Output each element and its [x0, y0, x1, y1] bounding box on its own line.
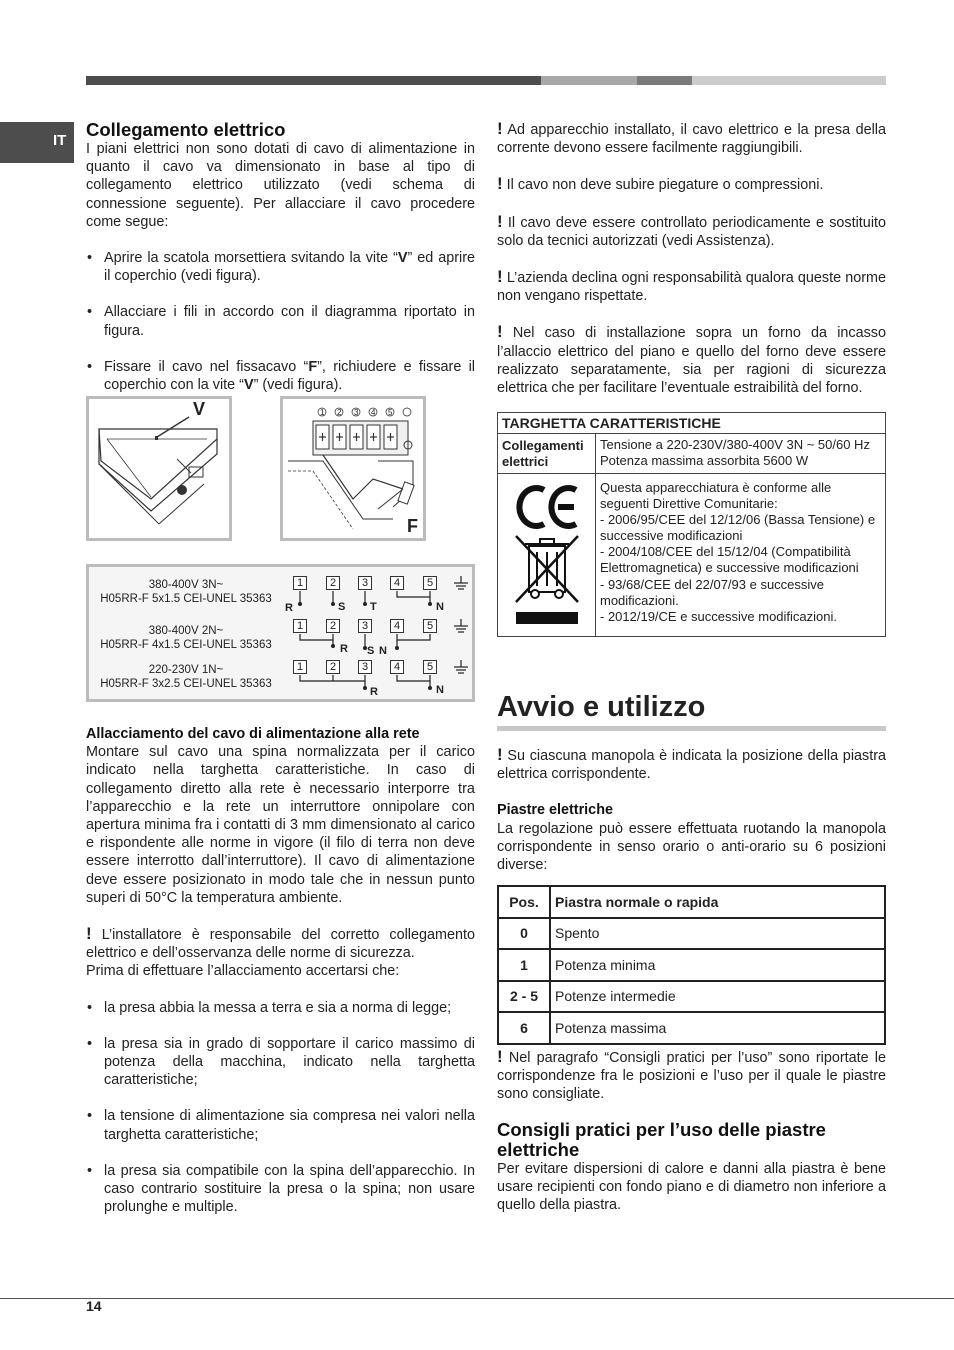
- conformity-line: - 93/68/CEE del 22/07/93 e successive modificazioni.: [600, 576, 825, 608]
- desc-cell: Potenza minima: [550, 949, 885, 981]
- pos-cell: 6: [498, 1012, 550, 1044]
- warning-mark: !: [497, 267, 503, 287]
- earth-symbol-1: [454, 576, 468, 589]
- wiring-lines: [89, 567, 472, 699]
- para-note: [497, 1048, 886, 1104]
- wire-letter: R: [370, 686, 378, 698]
- warning-paragraph: [497, 323, 886, 397]
- ce-mark-icon: [519, 488, 576, 526]
- svg-text:5: 5: [388, 408, 393, 417]
- rating-plate-title: TARGHETTA CARATTERISTICHE: [498, 413, 886, 434]
- warning-mark: !: [497, 119, 503, 138]
- right-column-bottom: [497, 1048, 886, 1214]
- right-column-lower: [497, 690, 886, 874]
- warning-text: Nel caso di installazione sopra un forno da incasso l’allaccio elettrico del piano e quello del forno deve essere realizzato separatamente, sia per ragioni di sicurezza elettrica che per facilitare l’eventuale estraibilità del forno.: [497, 325, 887, 397]
- header-bar-seg-1: [86, 76, 541, 85]
- terminal-box: 4: [390, 619, 404, 633]
- warning-text: Ad apparecchio installato, il cavo elettrico e la presa della corrente devono essere facilmente raggiungibili.: [497, 122, 886, 157]
- wire-letter: S: [338, 601, 346, 613]
- terminal-box: 2: [326, 660, 340, 674]
- para-note-text: Nel paragrafo “Consigli pratici per l’uso” sono riportate le corrispondenze fra le posizioni e l’uso per il quale le piastre sono consigliate.: [497, 1050, 886, 1103]
- terminal-box: 3: [358, 619, 372, 633]
- weee-bin-icon: [516, 536, 578, 602]
- check-item: • la presa sia compatibile con la spina dell’apparecchio. In caso contrario sostituire la presa o la spina; non usare prolunghe e multiple.: [86, 1162, 475, 1217]
- wiring-cable: H05RR-F 4x1.5 CEI-UNEL 35363: [100, 639, 272, 651]
- conn-label: Collegamenti elettrici: [498, 434, 596, 474]
- warning-mark: !: [497, 745, 503, 764]
- wire-letter: T: [370, 601, 377, 613]
- rating-plate-table: [497, 412, 886, 637]
- warning-paragraph: [497, 213, 886, 250]
- terminal-box: 1: [293, 619, 307, 633]
- clamp-key: F: [308, 358, 318, 375]
- wire-letter: S: [367, 645, 375, 657]
- section-title-start-use: Avvio e utilizzo: [497, 690, 886, 731]
- terminal-box-drawing: [89, 399, 229, 538]
- svg-text:2: 2: [337, 408, 342, 417]
- conn-values: [596, 434, 886, 474]
- header-bar-seg-3: [637, 76, 692, 85]
- wire-letter: R: [285, 602, 293, 614]
- svg-text:1: 1: [320, 408, 325, 417]
- terminal-box: 5: [423, 660, 437, 674]
- page-number: 14: [86, 1298, 102, 1314]
- check-item: • la tensione di alimentazione sia compresa nei valori nella targhetta caratteristiche;: [86, 1107, 475, 1143]
- warning-paragraph: [497, 175, 886, 194]
- wire-letter: N: [379, 645, 387, 657]
- table-header-row: [498, 886, 885, 918]
- language-tab: IT: [0, 122, 74, 163]
- step-text: Fissare il cavo nel fissacavo “: [104, 358, 309, 375]
- wire-letter: R: [340, 643, 348, 655]
- pos-cell: 2 - 5: [498, 981, 550, 1013]
- terminal-box: 1: [293, 576, 307, 590]
- warning-paragraph: [497, 268, 886, 305]
- warning-text: Il cavo deve essere controllato periodicamente e sostituito solo da tecnici autorizzati (vedi Assistenza).: [497, 214, 887, 249]
- step-item: [86, 303, 475, 339]
- steps-list: [86, 249, 475, 394]
- power-value: Potenza massima assorbita 5600 W: [600, 453, 809, 468]
- header-plate: Piastra normale o rapida: [550, 886, 885, 918]
- earth-symbol-2: [454, 619, 468, 632]
- marks-cell: [498, 474, 596, 637]
- terminal-box: 1: [293, 660, 307, 674]
- earth-symbol-3: [454, 660, 468, 673]
- terminal-block-drawing: [283, 399, 423, 538]
- warning-mark: !: [497, 211, 503, 231]
- positions-table: [497, 885, 886, 1045]
- conformity-line: - 2012/19/CE e successive modificazioni.: [600, 608, 838, 624]
- terminal-box: 3: [358, 660, 372, 674]
- wiring-cable: H05RR-F 5x1.5 CEI-UNEL 35363: [100, 593, 272, 605]
- header-bar: [86, 76, 886, 85]
- screw-key: V: [397, 250, 408, 267]
- wiring-voltage: 380-400V 3N~: [148, 579, 224, 591]
- terminal-block-figure: [280, 396, 426, 541]
- ce-weee-marks: [502, 478, 592, 628]
- step-item: [86, 358, 475, 394]
- table-row: [498, 981, 885, 1013]
- table-row: [498, 918, 885, 950]
- right-column: [497, 120, 886, 397]
- terminal-box: 2: [326, 619, 340, 633]
- wiring-voltage: 220-230V 1N~: [148, 664, 224, 676]
- intro-paragraph: I piani elettrici non sono dotati di cavo di alimentazione in quanto il cavo va dimensionato in base al tipo di collegamento elettrico utilizzato (vedi schema di connessione seguente). Per allacciare il cavo procedere come segue:: [86, 141, 475, 230]
- step-text: ” (vedi figura).: [253, 377, 343, 394]
- check-item: • la presa abbia la messa a terra e sia a norma di legge;: [86, 999, 475, 1017]
- wiring-cable: H05RR-F 3x2.5 CEI-UNEL 35363: [100, 678, 272, 690]
- warning-paragraph: [497, 120, 886, 157]
- section-title-electrical-connection: Collegamento elettrico: [86, 119, 286, 140]
- step-text: ” ed aprire il coperchio (vedi figura).: [104, 250, 475, 285]
- terminal-box-figure: [86, 396, 232, 541]
- header-pos: Pos.: [498, 886, 550, 918]
- mains-paragraph: Montare sul cavo una spina normalizzata per il carico indicato nella targhetta caratteristiche. In caso di collegamento diretto alla rete è necessario interporre tra l’apparecchio e la rete un interruttore onnipolare con apertura minima fra i contatti di 3 mm dimensionato al carico e rispondente alle norme in vigore (il filo di terra non deve essere interrotto dall’interruttore). Il cavo di alimentazione deve essere posizionato in modo tale che in nessun punto superi di 50°C la temperatura ambiente.: [86, 744, 475, 906]
- terminal-box: 3: [358, 576, 372, 590]
- wire-letter: N: [436, 601, 444, 613]
- header-bar-seg-2: [541, 76, 637, 85]
- check-item: • la presa sia in grado di sopportare il carico massimo di potenza della macchina, indicato nella targhetta caratteristiche;: [86, 1035, 475, 1090]
- terminal-box: 5: [423, 576, 437, 590]
- wire-letter: N: [436, 684, 444, 696]
- pos-cell: 1: [498, 949, 550, 981]
- wiring-voltage: 380-400V 2N~: [148, 625, 224, 637]
- terminal-box: 2: [326, 576, 340, 590]
- knob-note: [497, 746, 886, 783]
- weee-bar: [516, 612, 578, 624]
- step-item: [86, 249, 475, 285]
- footer-rule: [0, 1298, 954, 1299]
- conformity-line: - 2004/108/CEE del 15/12/04 (Compatibilità Elettromagnetica) e successive modificazioni: [600, 544, 859, 576]
- desc-cell: Potenze intermedie: [550, 981, 885, 1013]
- step-text: Aprire la scatola morsettiera svitando la vite “: [104, 250, 398, 267]
- warning-mark: !: [497, 1047, 503, 1066]
- mains-title: Allacciamento del cavo di alimentazione alla rete: [86, 726, 420, 742]
- voltage-value: Tensione a 220-230V/380-400V 3N ~ 50/60 Hz: [600, 437, 870, 452]
- warning-mark: !: [497, 322, 503, 342]
- warning-text: L’azienda declina ogni responsabilità qualora queste norme non vengano rispettate.: [497, 270, 887, 305]
- screw-key: V: [243, 377, 254, 394]
- terminal-box: 4: [390, 660, 404, 674]
- screw-v-label: V: [193, 399, 206, 419]
- svg-text:3: 3: [354, 408, 359, 417]
- checks-list: [86, 999, 475, 1217]
- left-column-lower: [86, 725, 475, 1216]
- header-bar-seg-4: [692, 76, 886, 85]
- conformity-line: - 2006/95/CEE del 12/12/06 (Bassa Tensione) e successive modificazioni: [600, 512, 876, 544]
- left-column: [86, 120, 475, 394]
- plates-title: Piastre elettriche: [497, 802, 613, 819]
- conformity-line: Questa apparecchiatura è conforme alle seguenti Direttive Comunitarie:: [600, 480, 832, 512]
- svg-text:4: 4: [371, 408, 376, 417]
- warning-text: Il cavo non deve subire piegature o compressioni.: [506, 177, 824, 194]
- tips-title: Consigli pratici per l’uso delle piastre elettriche: [497, 1118, 826, 1160]
- terminal-box: 4: [390, 576, 404, 590]
- step-text: Allacciare i fili in accordo con il diagramma riportato in figura.: [104, 304, 475, 339]
- plates-paragraph: La regolazione può essere effettuata ruotando la manopola corrispondente in senso orario o anti-orario su 6 posizioni diverse:: [497, 820, 886, 874]
- before-text: Prima di effettuare l’allacciamento accertarsi che:: [86, 963, 400, 980]
- step-text: ”, richiudere e fissare il coperchio con la vite “: [104, 358, 475, 394]
- table-row: [498, 1012, 885, 1044]
- desc-cell: Spento: [550, 918, 885, 950]
- pos-cell: 0: [498, 918, 550, 950]
- wiring-diagram: [86, 564, 475, 702]
- desc-cell: Potenza massima: [550, 1012, 885, 1044]
- clamp-f-label: F: [407, 516, 418, 536]
- warning-mark: !: [497, 174, 503, 194]
- installer-note-text: L’installatore è responsabile del corretto collegamento elettrico e dell’osservanza delle norme di sicurezza.: [86, 927, 476, 962]
- conformity-cell: [596, 474, 886, 637]
- installer-note: [86, 925, 475, 962]
- table-row: [498, 949, 885, 981]
- terminal-box: 5: [423, 619, 437, 633]
- tips-paragraph: Per evitare dispersioni di calore e danni alla piastra è bene usare recipienti con fondo piano e di diametro non inferiore a quello della piastra.: [497, 1160, 886, 1214]
- warning-mark: !: [86, 924, 92, 944]
- knob-note-text: Su ciascuna manopola è indicata la posizione della piastra elettrica corrispondente.: [497, 748, 887, 783]
